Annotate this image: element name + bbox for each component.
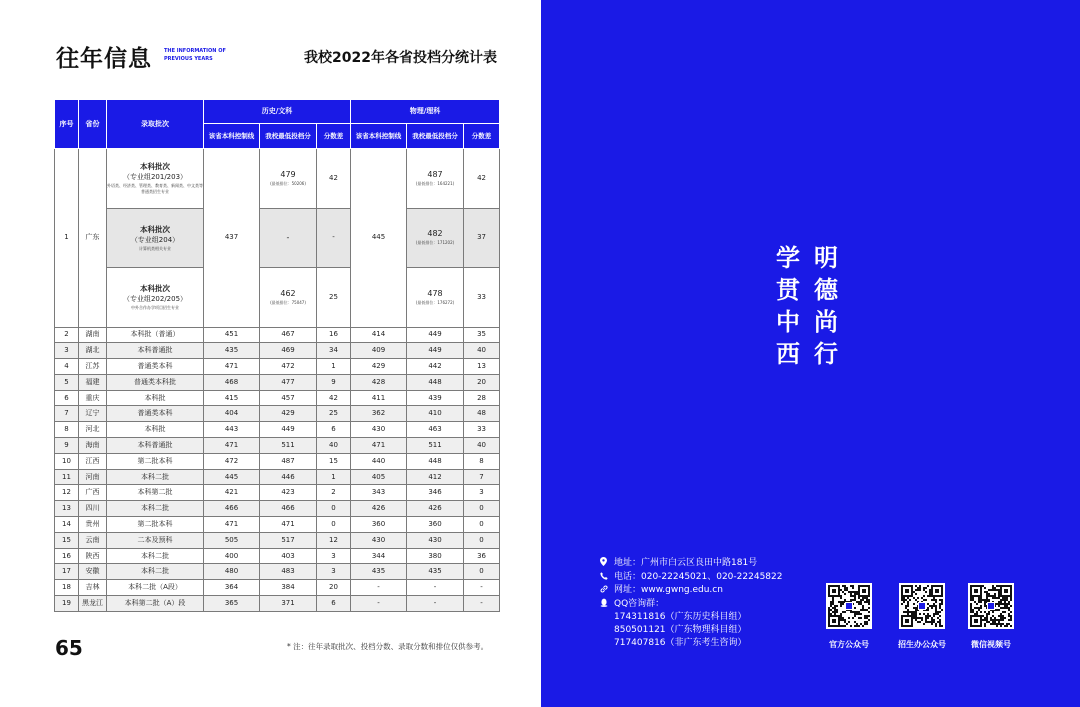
cell-batch: 本科普通批 [107, 343, 204, 359]
cell-history-min: 469 [260, 343, 317, 359]
cell-history-control: 365 [204, 596, 260, 612]
cell-province: 云南 [79, 532, 107, 548]
cell-history-diff: 9 [317, 374, 351, 390]
subtitle-line-1: THE INFORMATION OF [164, 48, 226, 54]
cell-history-control: 421 [204, 485, 260, 501]
subtitle-line-2: PREVIOUS YEARS [164, 56, 213, 62]
qq-icon [599, 598, 608, 611]
cell-history-diff: 15 [317, 453, 351, 469]
cell-history-control: 437 [204, 149, 260, 328]
cell-history-diff: 0 [317, 517, 351, 533]
rank: (最低排位：171202) [415, 240, 455, 246]
qr-official-account[interactable] [819, 583, 879, 650]
table-row [55, 564, 500, 580]
batch-name: 本科批次 [140, 284, 170, 294]
cell-physics-diff: 36 [464, 548, 500, 564]
cell-seq: 8 [55, 422, 79, 438]
cell-physics-control: 430 [351, 422, 407, 438]
score: 462 [280, 288, 296, 298]
cell-history-control: 466 [204, 501, 260, 517]
table-row [55, 343, 500, 359]
batch-name: 本科批次 [140, 162, 170, 172]
cell-seq: 15 [55, 532, 79, 548]
cell-province: 四川 [79, 501, 107, 517]
table-row [55, 438, 500, 454]
cell-history-diff: 1 [317, 469, 351, 485]
cell-physics-min: - [407, 596, 464, 612]
table-row-guangdong-3 [55, 268, 500, 328]
cell-history-control: 451 [204, 327, 260, 343]
rank: (最低排位：50206) [270, 180, 306, 186]
cell-physics-min: 360 [407, 517, 464, 533]
cell-seq: 19 [55, 596, 79, 612]
cell-history-control: 468 [204, 374, 260, 390]
cell-history-min: 467 [260, 327, 317, 343]
cell-history-min: 446 [260, 469, 317, 485]
cell-seq: 3 [55, 343, 79, 359]
cell-physics-min: 439 [407, 390, 464, 406]
cell-seq: 17 [55, 564, 79, 580]
cell-physics-min: 435 [407, 564, 464, 580]
cell-physics-control: 411 [351, 390, 407, 406]
cell-physics-control: 471 [351, 438, 407, 454]
cell-physics-control: 360 [351, 517, 407, 533]
cell-physics-min [407, 208, 464, 268]
batch-majors: 外语类、经济类、管理类、教育类、新闻类、中文类等普通类招生专业 [107, 183, 203, 195]
qr-code-icon [826, 583, 872, 629]
cell-province: 海南 [79, 438, 107, 454]
cell-physics-diff: - [464, 580, 500, 596]
cell-physics-min [407, 149, 464, 209]
table-title: 我校2022年各省投档分统计表 [304, 50, 497, 66]
cell-batch: 本科第二批 [107, 485, 204, 501]
link-icon [599, 584, 608, 597]
cell-history-control: 505 [204, 532, 260, 548]
table-row-guangdong-1 [55, 149, 500, 209]
cell-batch: 本科批 [107, 390, 204, 406]
motto-char: 西 [776, 339, 800, 368]
table-row-guangdong-2 [55, 208, 500, 268]
cell-physics-min [407, 268, 464, 328]
motto-char: 中 [776, 307, 800, 336]
header-history-control: 该省本科控制线 [204, 124, 260, 149]
cell-history-diff: 1 [317, 359, 351, 375]
cell-physics-diff: 35 [464, 327, 500, 343]
qq-row [599, 598, 782, 612]
cell-history-diff: 34 [317, 343, 351, 359]
cell-physics-control: 414 [351, 327, 407, 343]
cell-batch: 本科普通批 [107, 438, 204, 454]
website-row [599, 584, 782, 598]
cell-physics-diff: 13 [464, 359, 500, 375]
cell-history-min: 457 [260, 390, 317, 406]
cell-province: 湖北 [79, 343, 107, 359]
table-row [55, 359, 500, 375]
header-physics-min: 我校最低投档分 [407, 124, 464, 149]
cell-physics-diff: - [464, 596, 500, 612]
cell-physics-control: 405 [351, 469, 407, 485]
cell-batch: 本科二批 [107, 548, 204, 564]
qr-code-icon [899, 583, 945, 629]
score-statistics-table [54, 99, 500, 612]
cell-province: 陕西 [79, 548, 107, 564]
cell-physics-control: 426 [351, 501, 407, 517]
cell-history-diff: 6 [317, 596, 351, 612]
qr-code-icon [968, 583, 1014, 629]
cell-history-min: 403 [260, 548, 317, 564]
batch-majors: 计算机类相关专业 [139, 245, 171, 251]
header-history-diff: 分数差 [317, 124, 351, 149]
cell-physics-diff: 48 [464, 406, 500, 422]
cell-history-control: 400 [204, 548, 260, 564]
cell-physics-control: - [351, 580, 407, 596]
cell-history-min [260, 268, 317, 328]
cell-seq: 7 [55, 406, 79, 422]
cell-batch: 本科批（普通） [107, 327, 204, 343]
cell-province: 辽宁 [79, 406, 107, 422]
cell-history-min: 371 [260, 596, 317, 612]
cell-batch: 普通类本科 [107, 406, 204, 422]
cell-physics-diff: 37 [464, 208, 500, 268]
cell-physics-min: 410 [407, 406, 464, 422]
batch-name: 本科批次 [140, 224, 170, 234]
cell-province: 福建 [79, 374, 107, 390]
cell-history-min: 472 [260, 359, 317, 375]
cell-physics-diff: 42 [464, 149, 500, 209]
table-row [55, 327, 500, 343]
header-physics-diff: 分数差 [464, 124, 500, 149]
cell-physics-min: 449 [407, 343, 464, 359]
address-text: 地址：广州市白云区良田中路181号 [614, 558, 758, 569]
table-row [55, 596, 500, 612]
rank: (最低排位：75047) [270, 299, 306, 305]
cell-physics-min: - [407, 580, 464, 596]
cell-history-control: 435 [204, 343, 260, 359]
cell-batch: 二本及预科 [107, 532, 204, 548]
cell-history-min: 477 [260, 374, 317, 390]
qr-label: 官方公众号 [829, 640, 869, 649]
cell-physics-control: 409 [351, 343, 407, 359]
cell-history-diff: 16 [317, 327, 351, 343]
cell-province: 湖南 [79, 327, 107, 343]
page-subtitle [164, 47, 234, 63]
cell-history-min: 423 [260, 485, 317, 501]
cell-batch: 普通类本科批 [107, 374, 204, 390]
cell-history-diff: 25 [317, 268, 351, 328]
cell-history-control: 445 [204, 469, 260, 485]
score: 487 [427, 169, 443, 179]
cell-province: 河北 [79, 422, 107, 438]
cell-province: 吉林 [79, 580, 107, 596]
cell-physics-control: 445 [351, 149, 407, 328]
qq-group-item[interactable]: 850501121（广东物理科目组） [614, 625, 747, 635]
cell-history-min: 511 [260, 438, 317, 454]
cell-physics-control: 429 [351, 359, 407, 375]
cell-physics-min: 449 [407, 327, 464, 343]
table-row [55, 517, 500, 533]
cell-history-diff: 2 [317, 485, 351, 501]
cell-province: 黑龙江 [79, 596, 107, 612]
cell-history-min: 487 [260, 453, 317, 469]
cell-history-diff: - [317, 208, 351, 268]
cell-physics-diff: 7 [464, 469, 500, 485]
motto-char: 贯 [776, 275, 800, 304]
cell-physics-diff: 40 [464, 438, 500, 454]
cell-physics-control: - [351, 596, 407, 612]
cell-history-control: 480 [204, 564, 260, 580]
cell-province: 重庆 [79, 390, 107, 406]
cell-province: 江西 [79, 453, 107, 469]
table-row [55, 390, 500, 406]
cell-history-min: 449 [260, 422, 317, 438]
cell-seq: 12 [55, 485, 79, 501]
score: 478 [427, 288, 443, 298]
contact-info [599, 557, 782, 650]
right-page [541, 0, 1080, 707]
cell-history-min [260, 149, 317, 209]
cell-physics-min: 463 [407, 422, 464, 438]
cell-physics-diff: 3 [464, 485, 500, 501]
cell-history-min: 483 [260, 564, 317, 580]
school-motto [773, 244, 841, 368]
cell-seq: 14 [55, 517, 79, 533]
cell-physics-min: 430 [407, 532, 464, 548]
cell-province: 河南 [79, 469, 107, 485]
cell-history-diff: 40 [317, 438, 351, 454]
cell-seq: 11 [55, 469, 79, 485]
table-row [55, 374, 500, 390]
header-physics-control: 该省本科控制线 [351, 124, 407, 149]
batch-group: （专业组204） [130, 235, 180, 244]
cell-physics-control: 435 [351, 564, 407, 580]
cell-history-control: 415 [204, 390, 260, 406]
cell-batch: 本科第二批（A）段 [107, 596, 204, 612]
cell-history-min [260, 208, 317, 268]
header-history-min: 我校最低投档分 [260, 124, 317, 149]
cell-physics-diff: 0 [464, 501, 500, 517]
cell-history-control: 471 [204, 517, 260, 533]
qq-group-item[interactable]: 174311816（广东历史科目组） [614, 612, 747, 622]
qr-admissions-account[interactable] [892, 583, 952, 650]
cell-seq: 5 [55, 374, 79, 390]
cell-batch: 本科二批（A段） [107, 580, 204, 596]
cell-seq: 1 [55, 149, 79, 328]
cell-physics-min: 412 [407, 469, 464, 485]
website-link[interactable]: 网址：www.gwng.edu.cn [614, 585, 723, 596]
location-pin-icon [599, 557, 608, 570]
cell-history-min: 471 [260, 517, 317, 533]
cell-batch: 第二批本科 [107, 453, 204, 469]
cell-physics-min: 448 [407, 374, 464, 390]
cell-physics-min: 448 [407, 453, 464, 469]
cell-history-diff: 20 [317, 580, 351, 596]
cell-history-control: 471 [204, 438, 260, 454]
table-row [55, 422, 500, 438]
cell-province: 广西 [79, 485, 107, 501]
cell-history-control: 472 [204, 453, 260, 469]
score: - [286, 233, 290, 243]
cell-history-diff: 42 [317, 390, 351, 406]
cell-physics-min: 380 [407, 548, 464, 564]
cell-history-diff: 3 [317, 548, 351, 564]
cell-physics-control: 428 [351, 374, 407, 390]
footnote: * 注：往年录取批次、投档分数、录取分数和排位仅供参考。 [287, 642, 489, 651]
qq-group-item[interactable]: 717407816（非广东考生咨询） [614, 638, 747, 648]
cell-physics-control: 344 [351, 548, 407, 564]
header-batch: 录取批次 [107, 100, 204, 149]
motto-column-1 [811, 244, 841, 368]
cell-province: 贵州 [79, 517, 107, 533]
page-title: 往年信息 [56, 46, 152, 72]
cell-history-diff: 42 [317, 149, 351, 209]
table-row [55, 580, 500, 596]
qr-label: 微信视频号 [971, 640, 1011, 649]
cell-history-min: 429 [260, 406, 317, 422]
score: 482 [427, 229, 443, 239]
phone-text[interactable]: 电话：020-22245021、020-22245822 [614, 571, 783, 582]
cell-batch: 本科批 [107, 422, 204, 438]
cell-history-control: 404 [204, 406, 260, 422]
cell-physics-control: 430 [351, 532, 407, 548]
cell-province: 江苏 [79, 359, 107, 375]
cell-physics-control: 343 [351, 485, 407, 501]
cell-physics-diff: 33 [464, 268, 500, 328]
cell-seq: 18 [55, 580, 79, 596]
cell-seq: 9 [55, 438, 79, 454]
cell-physics-diff: 8 [464, 453, 500, 469]
address-row [599, 557, 782, 571]
cell-seq: 6 [55, 390, 79, 406]
rank: (最低排位：176272) [415, 299, 455, 305]
cell-history-control: 443 [204, 422, 260, 438]
motto-char: 行 [814, 339, 838, 368]
cell-history-min: 517 [260, 532, 317, 548]
phone-icon [599, 571, 608, 584]
motto-char: 德 [814, 275, 838, 304]
cell-seq: 4 [55, 359, 79, 375]
cell-physics-diff: 20 [464, 374, 500, 390]
motto-char: 尚 [814, 307, 838, 336]
cell-physics-diff: 28 [464, 390, 500, 406]
rank: (最低排位：164221) [415, 180, 455, 186]
table-row [55, 469, 500, 485]
cell-history-diff: 3 [317, 564, 351, 580]
cell-seq: 10 [55, 453, 79, 469]
cell-batch: 本科二批 [107, 501, 204, 517]
header-province: 省份 [79, 100, 107, 149]
cell-batch [107, 208, 204, 268]
motto-char: 学 [776, 243, 800, 272]
page-number: 65 [55, 636, 83, 660]
table-row [55, 453, 500, 469]
cell-physics-diff: 0 [464, 564, 500, 580]
header-physics-group: 物理/理科 [351, 100, 500, 124]
cell-physics-min: 511 [407, 438, 464, 454]
cell-batch: 普通类本科 [107, 359, 204, 375]
motto-column-2 [773, 244, 803, 368]
table-row [55, 501, 500, 517]
qr-video-account[interactable] [961, 583, 1021, 650]
cell-physics-diff: 0 [464, 517, 500, 533]
table-row [55, 548, 500, 564]
qq-group-list [614, 611, 782, 650]
batch-majors: 中外合作办学项目招生专业 [131, 305, 179, 311]
qr-label: 招生办公众号 [898, 640, 946, 649]
batch-group: （专业组202/205） [122, 295, 188, 304]
cell-history-min: 384 [260, 580, 317, 596]
cell-physics-min: 346 [407, 485, 464, 501]
table-row [55, 406, 500, 422]
cell-physics-diff: 40 [464, 343, 500, 359]
cell-history-diff: 12 [317, 532, 351, 548]
cell-physics-diff: 0 [464, 532, 500, 548]
cell-physics-diff: 33 [464, 422, 500, 438]
batch-group: （专业组201/203） [122, 173, 188, 182]
qq-label: QQ咨询群： [614, 598, 665, 609]
cell-physics-min: 442 [407, 359, 464, 375]
cell-history-min: 466 [260, 501, 317, 517]
cell-physics-control: 362 [351, 406, 407, 422]
phone-row [599, 571, 782, 585]
cell-history-control: 471 [204, 359, 260, 375]
table-row [55, 532, 500, 548]
cell-batch: 本科二批 [107, 469, 204, 485]
cell-history-diff: 25 [317, 406, 351, 422]
cell-history-diff: 0 [317, 501, 351, 517]
motto-char: 明 [814, 243, 838, 272]
table-row [55, 485, 500, 501]
header-seq: 序号 [55, 100, 79, 149]
cell-seq: 2 [55, 327, 79, 343]
header-history-group: 历史/文科 [204, 100, 351, 124]
cell-seq: 16 [55, 548, 79, 564]
cell-batch [107, 149, 204, 209]
cell-history-diff: 6 [317, 422, 351, 438]
cell-batch: 本科二批 [107, 564, 204, 580]
cell-physics-min: 426 [407, 501, 464, 517]
cell-batch [107, 268, 204, 328]
score: 479 [280, 169, 296, 179]
cell-province: 广东 [79, 149, 107, 328]
cell-physics-control: 440 [351, 453, 407, 469]
cell-seq: 13 [55, 501, 79, 517]
cell-province: 安徽 [79, 564, 107, 580]
cell-batch: 第二批本科 [107, 517, 204, 533]
cell-history-control: 364 [204, 580, 260, 596]
